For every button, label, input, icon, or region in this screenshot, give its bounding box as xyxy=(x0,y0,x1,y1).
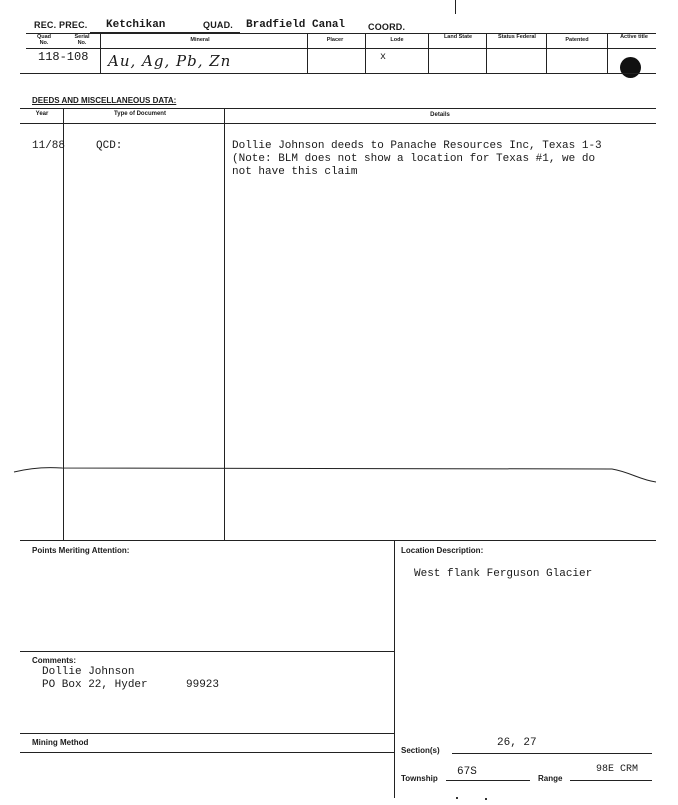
deed-year: 11/88 xyxy=(32,140,66,152)
header-rule-bottom xyxy=(20,73,656,74)
points-rule-bottom xyxy=(20,651,394,652)
col-year: Year xyxy=(35,111,49,117)
scan-mark xyxy=(455,0,456,14)
col-serial-no: Serial No. xyxy=(74,34,90,46)
deed-details-line: Dollie Johnson deeds to Panache Resources Inc, Texas 1-3 xyxy=(232,140,602,152)
points-label: Points Meriting Attention: xyxy=(32,546,130,555)
comments-zip: 99923 xyxy=(186,679,220,691)
lode-value: x xyxy=(380,52,387,63)
col-quad-no: Quad No. xyxy=(36,34,52,46)
fold-line xyxy=(0,460,678,490)
hdr-divider xyxy=(365,33,366,73)
rec-prec-label: REC. PREC. xyxy=(34,20,88,30)
location-label: Location Description: xyxy=(401,546,484,555)
col-type: Type of Document xyxy=(114,111,166,117)
comments-rule-bottom xyxy=(20,733,394,734)
township-value: 67S xyxy=(457,766,477,778)
quad-label: QUAD. xyxy=(203,20,233,30)
lower-divider xyxy=(394,540,395,798)
hdr-divider xyxy=(100,33,101,73)
mineral-value: Au, Ag, Pb, Zn xyxy=(108,52,232,70)
col-details: Details xyxy=(430,112,450,118)
township-label: Township xyxy=(401,774,438,783)
comments-label: Comments: xyxy=(32,656,77,665)
section-value: 26, 27 xyxy=(497,737,537,749)
col-placer: Placer xyxy=(326,37,344,43)
deed-type: QCD: xyxy=(96,140,123,152)
hdr-divider xyxy=(428,33,429,73)
deeds-rule-header xyxy=(20,123,656,124)
location-value: West flank Ferguson Glacier xyxy=(414,568,593,580)
mining-method-label: Mining Method xyxy=(32,738,89,747)
col-mineral: Mineral xyxy=(190,37,210,43)
section-label: Section(s) xyxy=(401,746,440,755)
deeds-section-label: DEEDS AND MISCELLANEOUS DATA: xyxy=(32,96,177,105)
range-label: Range xyxy=(538,774,563,783)
section-underline xyxy=(452,753,652,754)
col-status-federal: Status Federal xyxy=(498,34,536,40)
header-rule-mid xyxy=(26,48,656,49)
hdr-divider xyxy=(607,33,608,73)
col-land-state: Land State xyxy=(443,34,473,40)
col-lode: Lode xyxy=(390,37,404,43)
deeds-rule-top xyxy=(20,108,656,109)
mining-rule xyxy=(20,752,394,753)
scan-speck xyxy=(456,797,458,799)
comments-line2: PO Box 22, Hyder xyxy=(42,679,148,691)
deed-details-line: (Note: BLM does not show a location for Texas #1, we do xyxy=(232,153,596,165)
quad-value: Bradfield Canal xyxy=(246,19,346,31)
punch-hole xyxy=(620,57,641,78)
col-patented: Patented xyxy=(565,37,589,43)
scan-speck xyxy=(485,798,487,800)
deeds-rule-bottom xyxy=(20,540,656,541)
hdr-divider xyxy=(307,33,308,73)
range-underline xyxy=(570,780,652,781)
header-rule-accent xyxy=(90,32,240,33)
township-underline xyxy=(446,780,530,781)
rec-prec-value: Ketchikan xyxy=(106,19,166,31)
comments-line1: Dollie Johnson xyxy=(42,666,135,678)
col-active-title: Active title xyxy=(620,34,648,40)
deed-details xyxy=(232,140,602,179)
coord-label: COORD. xyxy=(368,22,406,32)
range-value: 98E CRM xyxy=(596,764,639,775)
hdr-divider xyxy=(546,33,547,73)
hdr-divider xyxy=(486,33,487,73)
serial-value: 118-108 xyxy=(38,50,89,64)
header-rule-top xyxy=(26,33,656,34)
deed-details-line: not have this claim xyxy=(232,166,358,178)
